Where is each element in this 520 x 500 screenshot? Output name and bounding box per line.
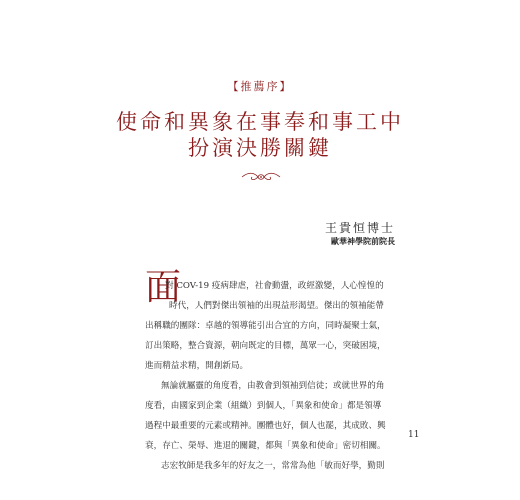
paragraph-1-line-2: 時代，人們對傑出領袖的出現益形渴望。傑出的領袖能帶 xyxy=(169,301,384,311)
paragraph-2-line-4: 衰，存亡、榮辱、進退的關鍵，都與「異象和使命」密切相關。 xyxy=(145,441,386,451)
drop-cap: 面 xyxy=(145,267,182,308)
paragraph-1-line-4: 訂出策略，整合資源，朝向既定的目標，萬眾一心，突破困境， xyxy=(145,341,386,351)
paragraph-2-line-1: 無論就屬靈的角度看，由教會到領袖到信徒；或就世界的角 xyxy=(161,381,385,391)
left-bracket: 【 xyxy=(227,80,241,93)
section-label-text: 推薦序 xyxy=(240,80,280,93)
right-bracket: 】 xyxy=(279,80,293,93)
title-line-2: 扮演決勝關鍵 xyxy=(188,136,332,160)
flourish-ornament-icon xyxy=(240,170,282,184)
title-line-1: 使命和異象在事奉和事工中 xyxy=(116,110,404,134)
body-text xyxy=(145,276,386,476)
paragraph-2-line-3: 過程中最重要的元素或精神。團體也好，個人也罷，其成敗、興 xyxy=(145,421,386,431)
author-name: 王貴恒博士 xyxy=(324,221,395,235)
paragraph-1-line-1: 對 COV-19 疫病肆虐，社會動盪，政經激變，人心惶惶的 xyxy=(165,281,384,291)
paragraph-1-line-3: 出稱職的團隊：卓越的領導能引出合宜的方向，同時凝聚士氣， xyxy=(145,321,386,331)
author-title: 歐華神學院前院長 xyxy=(331,237,395,246)
paragraph-1-line-5: 進而精益求精，開創新局。 xyxy=(145,361,249,371)
paragraph-3-line-1: 志宏牧師是我多年的好友之一，常常為他「敏而好學，勤則 xyxy=(161,461,385,471)
section-label xyxy=(0,78,520,94)
page-number: 11 xyxy=(408,430,420,440)
paragraph-2-line-2: 度看，由國家到企業（組織）到個人，「異象和使命」都是領導 xyxy=(145,401,382,411)
